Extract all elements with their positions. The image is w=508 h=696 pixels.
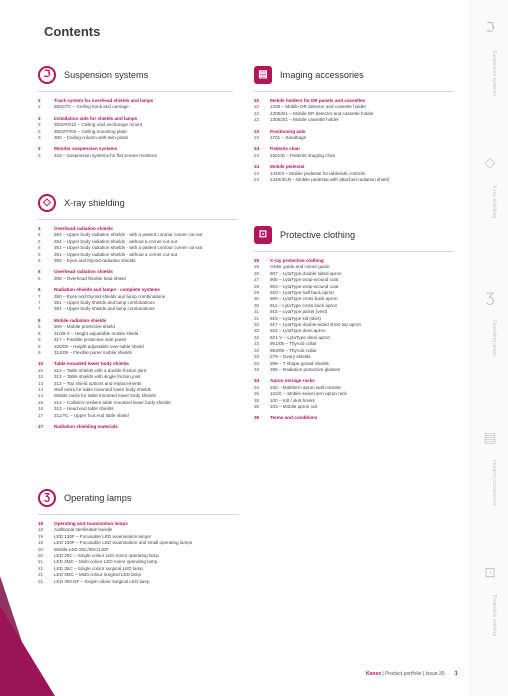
page-ref: 8 bbox=[38, 317, 41, 323]
entry-text: 311/TC – Upper foot end table shield bbox=[54, 412, 129, 418]
section-header bbox=[38, 190, 238, 216]
entry-text: Radiation shields and lamps - complete systems bbox=[54, 287, 160, 293]
toc-entry[interactable] bbox=[38, 306, 238, 312]
page-ref: 10 bbox=[38, 367, 44, 373]
entry-group bbox=[254, 378, 454, 410]
page-ref: 2 bbox=[38, 104, 41, 110]
lamps-section-icon: Ʒ bbox=[38, 489, 56, 507]
page-ref: 14 bbox=[38, 386, 44, 392]
section-operating-lamps bbox=[38, 485, 238, 590]
section-imaging-accessories bbox=[254, 62, 454, 188]
entry-text: 100 – Kilt / skirt hooks bbox=[270, 397, 315, 403]
entry-text: 3001P/004 – Ceiling mounting plate bbox=[54, 128, 127, 134]
page-ref: 35 bbox=[254, 391, 260, 397]
page-ref: 33 bbox=[254, 360, 260, 366]
entry-text: 1701 – Sandbags bbox=[270, 135, 307, 141]
entry-group bbox=[254, 258, 454, 373]
entry-text: Radiation shielding materials bbox=[54, 423, 118, 429]
entry-text: 3001P/012 – Ceiling void anchorage mount bbox=[54, 122, 143, 128]
imaging-section-icon: ▤ bbox=[254, 66, 272, 84]
toc-entry[interactable] bbox=[254, 135, 454, 141]
entry-text: 911 – LytaType cross back apron bbox=[270, 302, 338, 308]
page-ref: 3 bbox=[38, 152, 41, 158]
entry-text: 312 – Top shield options and replacements bbox=[54, 380, 142, 386]
section-title: Imaging accessories bbox=[280, 70, 364, 80]
entry-text: Mobile holders for DR panels and cassettes bbox=[270, 98, 366, 103]
entry-text: 326/05 – Height adjustable over-table shield bbox=[54, 343, 144, 349]
group-heading[interactable] bbox=[254, 415, 454, 421]
toc-entry[interactable] bbox=[38, 104, 233, 110]
entry-text: 910 – LytaType half back apron bbox=[270, 290, 334, 296]
page-ref: 12 bbox=[38, 374, 44, 380]
entry-text: 310/8-3 – Height adjustable mobile shield bbox=[54, 330, 139, 336]
entry-text: LED 130F – Focusable LED examination lamps bbox=[54, 533, 151, 539]
side-tab-label: Protective clothing bbox=[491, 595, 497, 636]
entry-group bbox=[38, 424, 238, 430]
side-tab-strip bbox=[470, 0, 508, 696]
section-divider bbox=[38, 219, 238, 220]
page-number: 1 bbox=[454, 671, 458, 677]
side-tab-suspension[interactable] bbox=[471, 10, 508, 130]
page-ref: 21 bbox=[38, 578, 44, 584]
page-ref: 24 bbox=[254, 177, 260, 183]
xray-section-icon: ◇ bbox=[38, 194, 56, 212]
side-tab-lamps[interactable] bbox=[471, 280, 508, 400]
entry-text: X-ray protective clothing bbox=[270, 258, 324, 263]
page-ref: 34 bbox=[254, 384, 260, 390]
section-suspension-systems bbox=[38, 62, 233, 164]
entry-group bbox=[38, 146, 233, 159]
page-ref: 6 bbox=[38, 287, 41, 293]
page-ref: 24 bbox=[254, 170, 260, 176]
page-ref: 9 bbox=[38, 337, 41, 343]
toc-entry[interactable] bbox=[38, 276, 238, 282]
page-ref: 6 bbox=[38, 275, 41, 281]
side-tab-xray[interactable] bbox=[471, 145, 508, 265]
entry-text: 921 – LytaType demi apron bbox=[270, 328, 326, 334]
page-ref: 28 bbox=[254, 283, 260, 289]
entry-text: 102/C – Mobile swivel arm apron rack bbox=[270, 391, 347, 397]
entry-text: Monitor suspension systems bbox=[54, 146, 118, 152]
section-title: Protective clothing bbox=[280, 230, 356, 240]
entry-text: 1305/8/1 – Mobile DR detector and cassette holder bbox=[270, 110, 374, 116]
entry-text: 3001/TC – Ceiling track and carriage bbox=[54, 104, 129, 110]
page-ref: 25 bbox=[254, 264, 260, 270]
page-ref: 5 bbox=[38, 251, 41, 257]
section-title: Suspension systems bbox=[64, 70, 149, 80]
entry-text: LED 2MC – Multi colour LED minor operating lamp bbox=[54, 559, 158, 565]
entry-text: 903 – LytaType wrap-around coat bbox=[270, 283, 339, 289]
page-ref: 21 bbox=[38, 565, 44, 571]
toc-entry[interactable] bbox=[254, 153, 454, 159]
entry-text: 909 – LytaType cross back apron bbox=[270, 296, 338, 302]
section-divider bbox=[254, 91, 454, 92]
toc-entry[interactable] bbox=[254, 117, 454, 123]
toc-entry[interactable] bbox=[254, 367, 454, 373]
page-ref: 10 bbox=[38, 361, 44, 367]
page-ref: 22 bbox=[254, 104, 260, 110]
page-ref: 5 bbox=[38, 232, 41, 238]
entry-group bbox=[38, 287, 238, 313]
entry-text: 314/05 – Flexible panel mobile shields bbox=[54, 349, 132, 355]
entry-text: 951/05 – Thyroid collar bbox=[270, 341, 317, 347]
section-xray-shielding bbox=[38, 190, 238, 435]
entry-text: Mobile pedestal bbox=[270, 164, 305, 170]
entry-text: LED 3MC – Multi colour surgical LED lamp bbox=[54, 572, 142, 578]
page-ref: 20 bbox=[38, 553, 44, 559]
entry-text: Order guide and colour guide bbox=[270, 264, 330, 270]
clothing-section-icon: ⊡ bbox=[254, 226, 272, 244]
page-ref: 35 bbox=[254, 397, 260, 403]
page-ref: 9 bbox=[38, 349, 41, 355]
page-ref: 25 bbox=[254, 258, 260, 263]
section-header bbox=[38, 62, 233, 88]
page-ref: 33 bbox=[254, 354, 260, 360]
entry-text: 354 – Upper body radiation shields - with a patient contour corner cut-out bbox=[54, 232, 203, 238]
page-ref: 2 bbox=[38, 98, 41, 103]
entry-text: 299 – T shape gonad shields bbox=[270, 360, 329, 366]
page-ref: 21 bbox=[38, 559, 44, 565]
page-ref: 14 bbox=[38, 380, 44, 386]
page-footer bbox=[366, 671, 458, 677]
entry-text: Overhead radiation shields bbox=[54, 226, 113, 231]
entry-text: 1305/3/1 – Mobile cassette holder bbox=[270, 117, 339, 123]
entry-group bbox=[254, 164, 454, 183]
side-tab-label: X-ray shielding bbox=[491, 185, 497, 219]
entry-text: 905 – LytaType wrap-around coat bbox=[270, 277, 339, 283]
side-tab-label: Suspension systems bbox=[491, 50, 497, 96]
entry-group bbox=[38, 361, 238, 419]
imaging-icon: ▤ bbox=[483, 429, 497, 445]
entry-text: 351 – Upper body shields and lamp combinations bbox=[54, 300, 155, 306]
entry-text: 103 – Mobile apron rail bbox=[270, 403, 317, 409]
entry-text: LED 35C – Single colour surgical LED lamp bbox=[54, 565, 143, 571]
entry-text: 333 – Suspension systems for flat screen monitors bbox=[54, 152, 157, 158]
section-divider bbox=[38, 91, 233, 92]
page-ref: 33 bbox=[254, 341, 260, 347]
entry-text: Overhead radiation shields bbox=[54, 269, 113, 275]
entry-group bbox=[38, 318, 238, 356]
decorative-corner-accent bbox=[0, 606, 55, 696]
entry-text: 351 – Upper body radiation shields - with a patient contour corner cut-out bbox=[54, 245, 203, 251]
entry-text: 907 – LytaType double sided apron bbox=[270, 270, 342, 276]
page-ref: 3 bbox=[38, 146, 41, 152]
footer-text: | Product portfolio | Issue 30 bbox=[381, 671, 445, 677]
page-ref: 32 bbox=[254, 322, 260, 328]
entry-text: 317 – Flexible protective side panel bbox=[54, 337, 127, 343]
page-ref: 34 bbox=[254, 378, 260, 384]
entry-text: Track system for overhead shields and lamps bbox=[54, 98, 154, 103]
page-ref: 14 bbox=[38, 393, 44, 399]
entry-text: LED 150F – Focusable LED examination and small operating lamps bbox=[54, 540, 193, 546]
page-ref: 18 bbox=[38, 527, 44, 533]
toc-entry[interactable] bbox=[38, 258, 238, 264]
hook-icon: ℑ bbox=[485, 19, 495, 35]
suspension-section-icon: ℑ bbox=[38, 66, 56, 84]
entry-text: 1340/3 – Mobile pedestal for tableside controls bbox=[270, 170, 365, 176]
entry-text: Additional sterilisable handle bbox=[54, 527, 113, 533]
page-ref: 31 bbox=[254, 315, 260, 321]
section-protective-clothing bbox=[254, 222, 454, 427]
page-ref: 30 bbox=[254, 296, 260, 302]
entry-group bbox=[38, 116, 233, 142]
page-ref: 23 bbox=[254, 128, 260, 134]
page-ref: 30 bbox=[254, 302, 260, 308]
page-ref: 5 bbox=[38, 245, 41, 251]
page-ref: 19 bbox=[38, 533, 44, 539]
page-ref: 7 bbox=[38, 300, 41, 306]
entry-text: 312 – Collision resilient table mounted lower body shields bbox=[54, 399, 171, 405]
entry-group bbox=[38, 226, 238, 264]
entry-group bbox=[38, 521, 238, 585]
section-divider bbox=[38, 514, 238, 515]
section-header bbox=[38, 485, 238, 511]
page-ref: 17 bbox=[38, 423, 44, 429]
entry-text: 309 – Mobile protective shield bbox=[54, 324, 115, 330]
entry-text: 919 – LytaType kilt (skirt) bbox=[270, 315, 321, 321]
page-ref: 17 bbox=[38, 412, 44, 418]
entry-text: 312 – Table shields with single friction joint bbox=[54, 374, 141, 380]
entry-text: 1340/3/LR – Mobile pedestal with attached radiation shield bbox=[270, 177, 390, 183]
page-ref: 22 bbox=[254, 110, 260, 116]
entry-text: 354 – Upper body shields and lamp combinations bbox=[54, 306, 155, 312]
page-ref: 7 bbox=[38, 306, 41, 312]
page-ref: 20 bbox=[38, 546, 44, 552]
side-tab-imaging[interactable] bbox=[471, 420, 508, 540]
entry-group bbox=[254, 146, 454, 159]
side-tab-label: Imaging accessories bbox=[491, 460, 497, 506]
section-header bbox=[254, 62, 454, 88]
entry-text: Terms and conditions bbox=[270, 415, 318, 421]
page-ref: 19 bbox=[38, 540, 44, 546]
entry-text: Table mounted lower body shields bbox=[54, 361, 129, 367]
page-ref: 3 bbox=[38, 128, 41, 134]
entry-text: 953/05 – Thyroid collar bbox=[270, 347, 317, 353]
page-ref: 24 bbox=[254, 146, 260, 152]
entry-text: Patients chair bbox=[270, 146, 301, 152]
page-ref: 4 bbox=[38, 226, 41, 231]
entry-text: 313 – Head end table shields bbox=[54, 406, 114, 412]
entry-text: 351 – Upper body radiation shields - without a corner cut-out bbox=[54, 251, 178, 257]
side-tab-clothing[interactable] bbox=[471, 555, 508, 675]
entry-text: 350 – Eyes and thyroid shields and lamp combinations bbox=[54, 293, 166, 299]
page-ref: 27 bbox=[254, 277, 260, 283]
page-ref: 21 bbox=[38, 572, 44, 578]
page-ref: 32 bbox=[254, 328, 260, 334]
entry-text: 1330 – Mobile DR detector and cassette holder bbox=[270, 104, 367, 110]
entry-text: 300 – Ceiling column with twin posts bbox=[54, 135, 129, 141]
section-title: X-ray shielding bbox=[64, 198, 125, 208]
entry-text: 1501/D – Patients imaging chair bbox=[270, 152, 336, 158]
toc-entry[interactable] bbox=[38, 135, 233, 141]
entry-text: 312 – Table shields with a double friction joint bbox=[54, 367, 147, 373]
toc-entry[interactable] bbox=[254, 177, 454, 183]
page-ref: 31 bbox=[254, 309, 260, 315]
page-ref: 24 bbox=[254, 164, 260, 170]
page-ref: 22 bbox=[254, 117, 260, 123]
entry-group bbox=[38, 98, 233, 111]
toc-entry[interactable] bbox=[38, 579, 238, 585]
entry-text: LED 300 DF – Single colour surgical LED lamp bbox=[54, 578, 150, 584]
page-ref: 15 bbox=[38, 399, 44, 405]
page-ref: 32 bbox=[254, 334, 260, 340]
page-ref: 7 bbox=[38, 293, 41, 299]
group-heading[interactable] bbox=[38, 424, 238, 430]
entry-text: Installation aids for shields and lamps bbox=[54, 115, 138, 121]
entry-text: 265 – Radiation protective glasses bbox=[270, 366, 341, 372]
entry-text: 278 – Ovary shields bbox=[270, 354, 311, 360]
page-ref: 18 bbox=[38, 521, 44, 526]
toc-entry[interactable] bbox=[38, 413, 238, 419]
entry-text: 921-V – LytaType demi apron bbox=[270, 334, 331, 340]
apron-icon: ⊡ bbox=[484, 564, 496, 580]
page-ref: 3 bbox=[38, 122, 41, 128]
entry-text: Mobile radiation shields bbox=[54, 317, 107, 323]
toc-entry[interactable] bbox=[38, 350, 238, 356]
page-ref: 3 bbox=[38, 135, 41, 141]
lamp-icon: Ʒ bbox=[485, 289, 495, 305]
page-ref: 8 bbox=[38, 324, 41, 330]
shield-icon: ◇ bbox=[484, 154, 496, 170]
page-ref: 36 bbox=[254, 415, 260, 421]
page-title: Contents bbox=[44, 24, 101, 39]
toc-entry[interactable] bbox=[38, 153, 233, 159]
entry-group bbox=[254, 415, 454, 421]
entry-text: 915 – LytaType jacket (vest) bbox=[270, 309, 328, 315]
page-ref: 26 bbox=[254, 270, 260, 276]
side-tab-label: Operating lamps bbox=[491, 320, 497, 357]
page-ref: 5 bbox=[38, 258, 41, 264]
page-ref: 5 bbox=[38, 238, 41, 244]
entry-text: Positioning aids bbox=[270, 128, 306, 134]
entry-group bbox=[38, 269, 238, 282]
page-ref: 33 bbox=[254, 347, 260, 353]
entry-group bbox=[254, 129, 454, 142]
entry-text: Mobile racks for table mounted lower body shields bbox=[54, 393, 156, 399]
footer-brand: Kenex bbox=[366, 671, 382, 677]
page-ref: 24 bbox=[254, 152, 260, 158]
entry-text: 100 – Multiform apron wall console bbox=[270, 384, 341, 390]
entry-text: 308 – Overhead flexible lead shield bbox=[54, 275, 126, 281]
page-ref: 35 bbox=[254, 403, 260, 409]
entry-text: Apron storage racks bbox=[270, 378, 315, 384]
page-ref: 6 bbox=[38, 269, 41, 275]
entry-group bbox=[254, 98, 454, 124]
section-title: Operating lamps bbox=[64, 493, 132, 503]
page-ref: 9 bbox=[38, 343, 41, 349]
section-divider bbox=[254, 251, 454, 252]
page-ref: 34 bbox=[254, 366, 260, 372]
page-ref: 22 bbox=[254, 98, 260, 103]
entry-text: 917 – LytaType double-sided short top apron bbox=[270, 322, 362, 328]
entry-text: 354 – Upper body radiation shields - without a corner cut-out bbox=[54, 238, 178, 244]
entry-text: Mobile LED 25C/35C/130F bbox=[54, 546, 109, 552]
page-ref: 3 bbox=[38, 115, 41, 121]
entry-text: LED 25C – Single colour LED minor operating lamp bbox=[54, 553, 159, 559]
page-ref: 16 bbox=[38, 406, 44, 412]
entry-text: 350 – Eyes and thyroid radiation shields bbox=[54, 258, 136, 264]
entry-text: Wall racks for table mounted lower body shields bbox=[54, 386, 152, 392]
toc-entry[interactable] bbox=[254, 404, 454, 410]
page-ref: 8 bbox=[38, 330, 41, 336]
page-ref: 29 bbox=[254, 290, 260, 296]
section-header bbox=[254, 222, 454, 248]
entry-text: Operating and examination lamps bbox=[54, 521, 128, 526]
page-ref: 23 bbox=[254, 135, 260, 141]
